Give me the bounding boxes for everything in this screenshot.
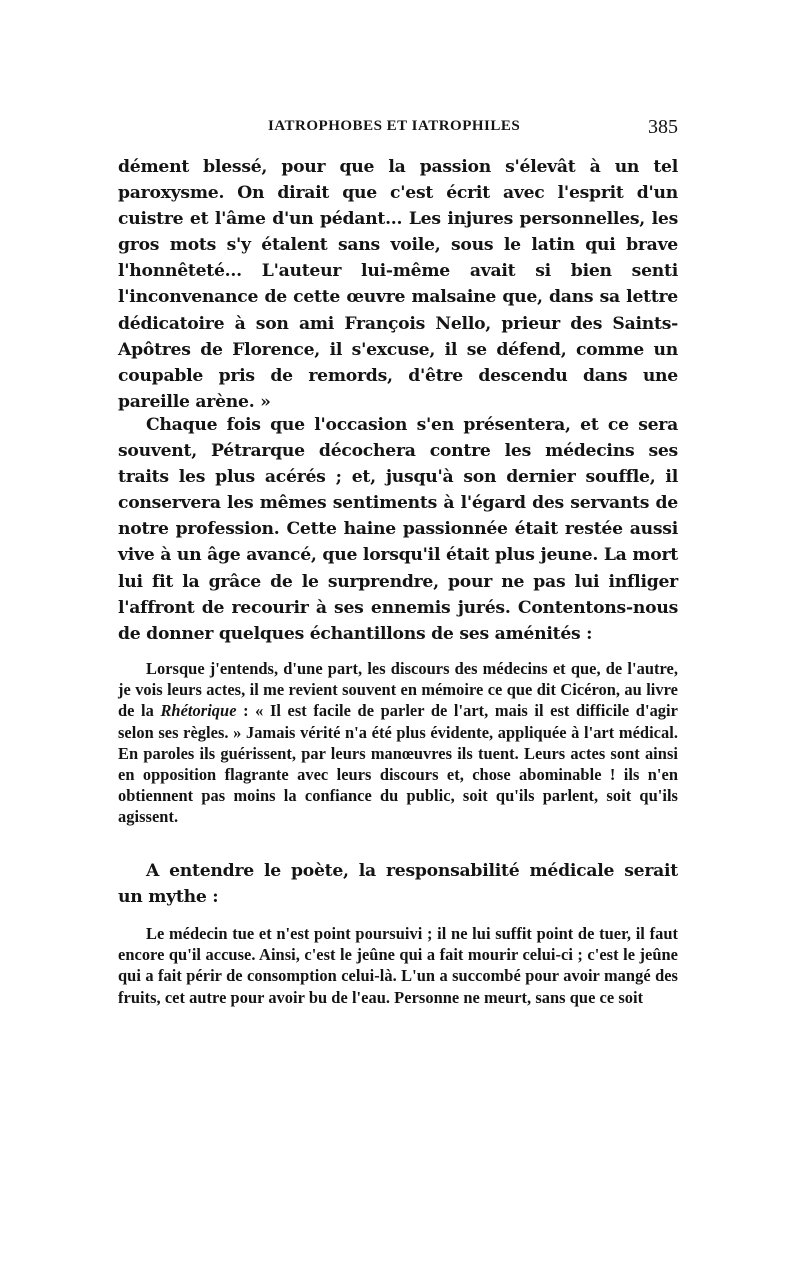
paragraph-continued: dément blessé, pour que la passion s'élevât à un tel paroxysme. On dirait que c'est écrit avec l'esprit d'un cuistre et l'âme d'un pédant... Les injures personnelles, les gros mots s'y étalent sans voile, sous le latin qui brave l'honnêteté... L'auteur lui-même avait si bien senti l'inconvenance de cette œuvre malsaine que, dans sa lettre dédicatoire à son ami François Nello, prieur des Saints-Apôtres de Florence, il s'excuse, il se défend, comme un coupable pris de remords, d'être descendu dans une pareille arène. »	[118, 157, 678, 412]
paragraph-responsabilite: A entendre le poète, la responsabilité médicale serait un mythe :	[118, 861, 678, 908]
quote-text: : « Il est facile de parler de l'art, mais il est difficile d'agir selon ses règles. » Jamais vérité n'a été plus évidente, appliquée à l'art médical. En paroles ils guérissent, par leurs manœuvres ils tuent. Leurs actes sont ainsi en opposition flagrante avec leurs discours et, chose abominable ! ils n'en obtiennent pas moins la confiance du public, soit qu'ils parlent, soit qu'ils agissent.	[118, 701, 678, 827]
running-head	[118, 118, 678, 140]
quote-text: Lorsque j'entends, d'une part, les discours des médecins et que, de l'autre, je vois leurs actes, il me revient souvent en mémoire ce que dit Cicéron, au livre de la	[118, 659, 678, 721]
running-title: IATROPHOBES ET IATROPHILES	[268, 118, 521, 134]
block-quote-medecin: Le médecin tue et n'est point poursuivi ; il ne lui suffit point de tuer, il faut encore qu'il accuse. Ainsi, c'est le jeûne qui a fait mourir celui-ci ; c'est le jeûne qui a fait périr de consomption celui-là. L'un a succombé pour avoir mangé des fruits, cet autre pour avoir bu de l'eau. Personne ne meurt, sans que ce soit	[118, 924, 678, 1007]
page-number: 385	[648, 116, 678, 138]
italic-title-rhetorique: Rhétorique	[160, 701, 237, 721]
block-quote-ciceron	[118, 658, 678, 828]
paragraph-petrarque: Chaque fois que l'occasion s'en présentera, et ce sera souvent, Pétrarque décochera contre les médecins ses traits les plus acérés ; et, jusqu'à son dernier souffle, il conservera les mêmes sentiments à l'égard des servants de notre profession. Cette haine passionnée était restée aussi vive à un âge avancé, que lorsqu'il était plus jeune. La mort lui fit la grâce de le surprendre, pour ne pas lui infliger l'affront de recourir à ses ennemis jurés. Contentons-nous de donner quelques échantillons de ses aménités :	[118, 415, 678, 644]
